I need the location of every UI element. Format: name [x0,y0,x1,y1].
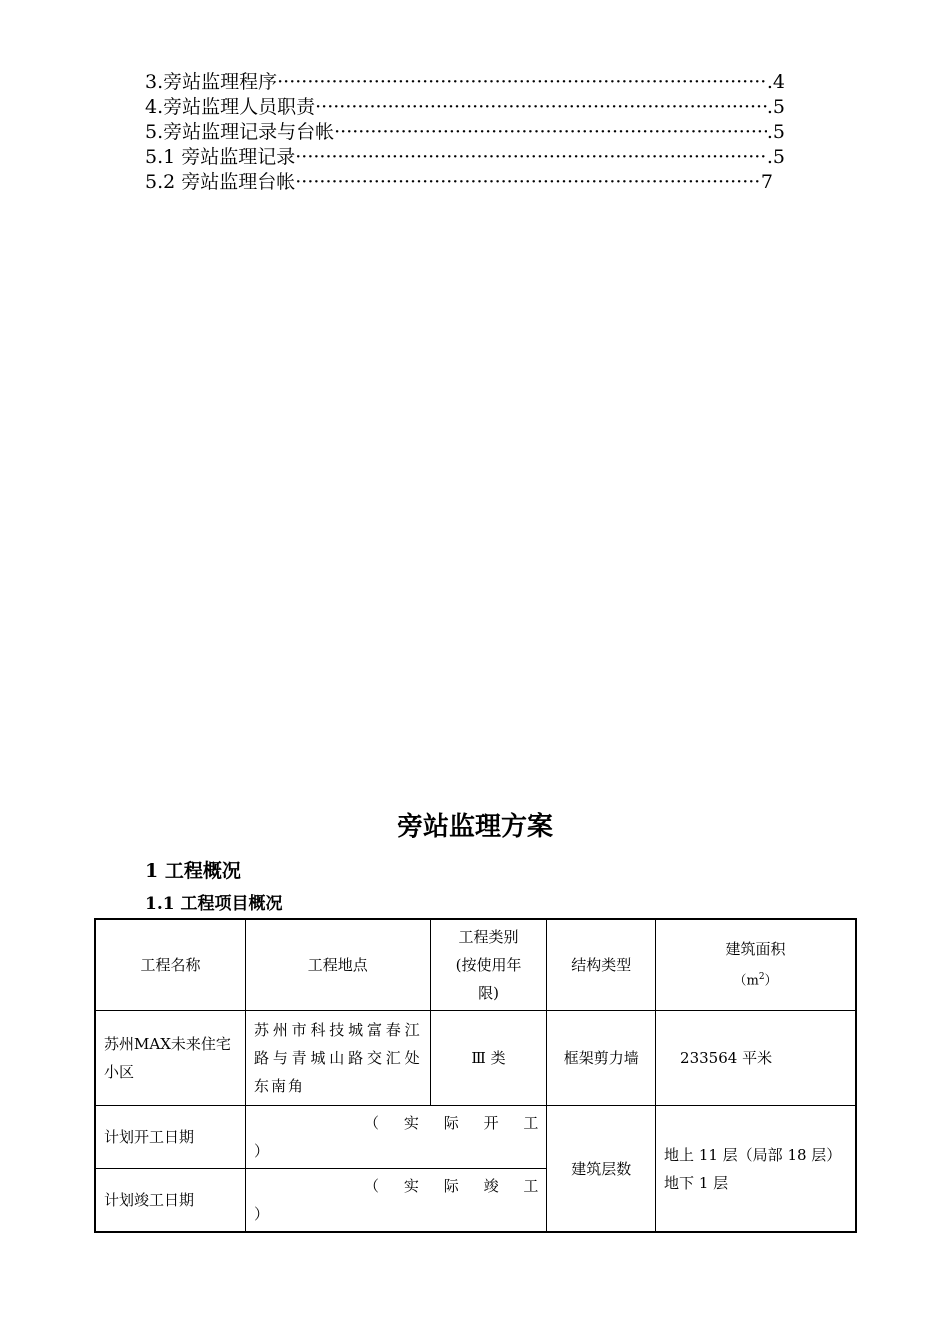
note-char: 实 [403,1177,419,1195]
header-area-line: 建筑面积 [725,939,786,958]
toc-entry[interactable] [145,170,773,195]
toc-entry-label: 3.旁站监理程序 [145,71,278,93]
label-planned-completion-date: 计划竣工日期 [95,1169,245,1233]
note-char: 际 [443,1114,459,1132]
toc-entry[interactable] [145,120,785,145]
header-project-location: 工程地点 [245,919,430,1011]
header-category-line: 限) [478,984,499,1002]
header-project-name: 工程名称 [95,919,245,1011]
floors-below-ground: 地下 1 层 [664,1173,729,1192]
section-heading: 1 工程概况 [145,860,241,882]
cell-planned-completion-date [245,1169,546,1233]
table-of-contents [145,70,785,195]
cell-building-floors [656,1106,856,1233]
header-category-line: (按使用年 [455,956,522,974]
toc-entry-label: 5.1 旁站监理记录 [145,146,296,168]
toc-leader-dots [315,95,767,120]
label-planned-start-date: 计划开工日期 [95,1106,245,1169]
note-char: 工 [523,1177,539,1195]
toc-entry-label: 5.2 旁站监理台帐 [145,171,296,193]
toc-leader-dots [295,145,767,170]
toc-entry[interactable] [145,95,785,120]
header-area-unit [664,963,847,995]
cell-project-location: 苏州市科技城富春江路与青城山路交汇处东南角 [245,1011,430,1106]
toc-entry-page: .5 [766,146,785,168]
toc-leader-dots [277,70,767,95]
note-char: （ [363,1177,379,1195]
cell-building-area: 233564 平米 [656,1011,856,1106]
toc-entry-label: 5.旁站监理记录与台帐 [145,121,335,143]
table-row [95,1106,856,1169]
toc-entry-page: .5 [766,96,785,118]
note-char: 际 [443,1177,459,1195]
toc-entry-page: .4 [766,71,785,93]
header-category-line: 工程类别 [458,928,519,946]
area-unit-text: （m [733,973,759,989]
note-char: 实 [403,1114,419,1132]
note-char: 工 [523,1114,539,1132]
header-building-area [656,919,856,1011]
toc-entry[interactable] [145,70,785,95]
actual-start-note [254,1109,538,1137]
project-overview-table [94,918,857,1233]
area-unit-close: ） [764,973,778,989]
actual-start-note-end: ） [253,1142,269,1160]
note-char: 开 [483,1114,499,1132]
toc-leader-dots [295,170,761,195]
note-char: 竣 [483,1177,499,1195]
area-unit-superscript: 2 [758,971,765,982]
cell-structure-type: 框架剪力墙 [547,1011,656,1106]
actual-completion-note [254,1172,538,1200]
toc-entry[interactable] [145,145,785,170]
actual-completion-note-end: ） [253,1205,269,1223]
note-char: （ [363,1114,379,1132]
toc-entry-page: .5 [766,121,785,143]
header-structure-type: 结构类型 [547,919,656,1011]
floors-above-ground: 地上 11 层（局部 18 层） [664,1145,842,1164]
header-project-category [430,919,547,1011]
cell-planned-start-date [245,1106,546,1169]
label-building-floors: 建筑层数 [547,1106,656,1233]
document-title: 旁站监理方案 [396,812,553,842]
toc-entry-page: 7 [760,171,773,193]
toc-leader-dots [334,120,767,145]
table-row [95,1011,856,1106]
subsection-heading: 1.1 工程项目概况 [145,894,283,914]
table-row [95,919,856,1011]
cell-project-name: 苏州MAX未来住宅小区 [95,1011,245,1106]
toc-entry-label: 4.旁站监理人员职责 [145,96,316,118]
cell-project-category: Ⅲ 类 [430,1011,547,1106]
